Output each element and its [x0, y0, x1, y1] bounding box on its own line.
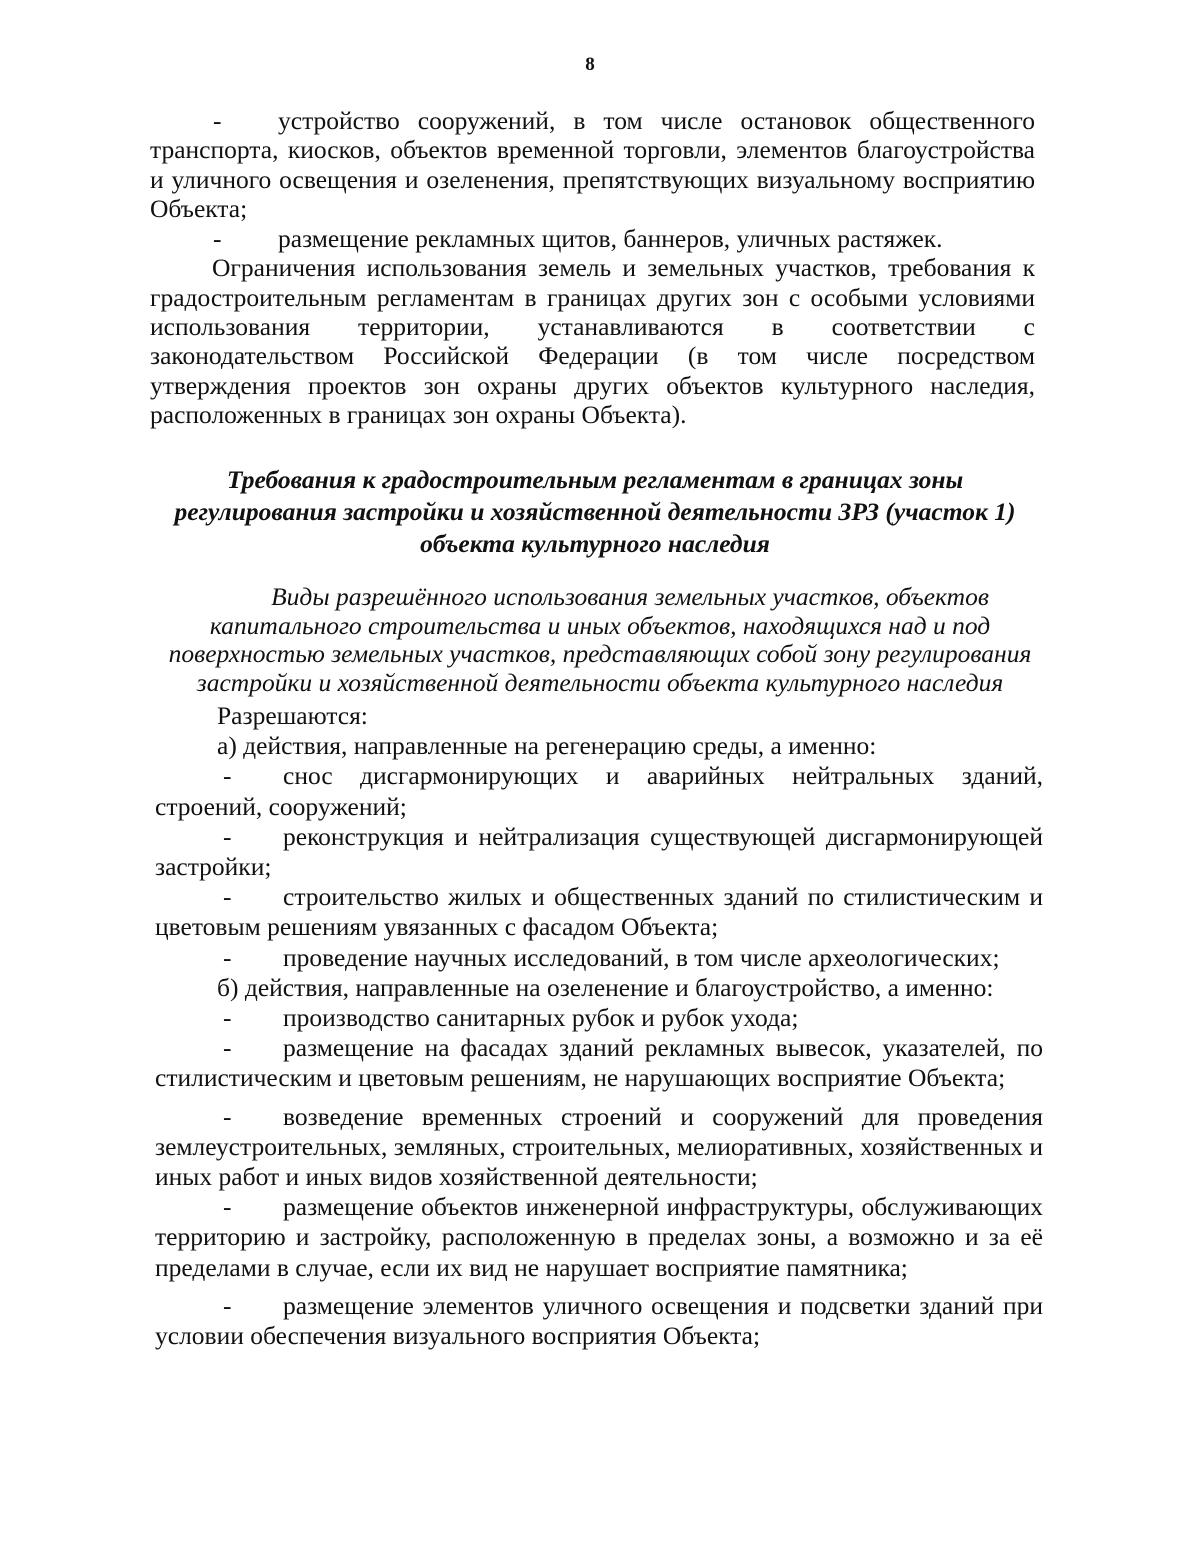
list-dash: -: [223, 882, 232, 912]
list-item-text: строительство жилых и общественных зданий по стилистическим и цветовым решениям увязанных с фасадом Объекта;: [155, 882, 1043, 942]
list-dash: -: [223, 1101, 232, 1131]
subheading-line: капитального строительства и иных объектов, находящихся над и под: [209, 610, 991, 640]
list-item-text: реконструкция и нейтрализация существующей дисгармонирующей застройки;: [155, 821, 1043, 882]
list-dash: -: [223, 1033, 232, 1063]
subheading-line: Виды разрешённого использования земельных участков, объектов: [271, 582, 989, 611]
list-item-text: размещение на фасадах зданий рекламных вывесок, указателей, по стилистическим и цветовым решениям, не нарушающих восприятие Объекта;: [155, 1033, 1043, 1093]
list-dash: -: [213, 106, 222, 135]
list-item: [155, 1192, 1043, 1283]
subheading-line: поверхностью земельных участков, представляющих собой зону регулирования: [168, 639, 1032, 669]
heading-line: Требования к градостроительным регламентам в границах зоны: [226, 465, 964, 494]
list-dash: -: [213, 224, 222, 254]
list-item-text: устройство сооружений, в том числе остановок общественного транспорта, киосков, объектов временной торговли, элементов благоустройства и уличного освещения и озеленения, препятствующих визуальному восприятию Объекта;: [150, 106, 1035, 223]
group-a-title: а) действия, направленные на регенерацию среды, а именно:: [217, 731, 877, 761]
group-b-title: б) действия, направленные на озеленение и благоустройство, а именно:: [217, 972, 994, 1002]
list-item: [155, 1033, 1043, 1093]
list-dash: -: [223, 761, 232, 791]
list-item-text: снос дисгармонирующих и аварийных нейтральных зданий, строений, сооружений;: [155, 761, 1043, 821]
list-dash: -: [223, 1192, 232, 1222]
subheading: [130, 583, 1070, 698]
list-item-text: проведение научных исследований, в том числе археологических;: [283, 942, 1000, 972]
allowed-label: Разрешаются:: [217, 701, 368, 730]
section-heading: [120, 464, 1070, 560]
list-item: [150, 106, 1035, 223]
list-item: [155, 822, 1043, 882]
heading-line: объекта культурного наследия: [420, 529, 770, 558]
list-item: [150, 224, 1035, 253]
allowed-section: [155, 701, 1043, 1351]
list-item-text: размещение рекламных щитов, баннеров, уличных растяжек.: [278, 224, 943, 254]
list-dash: -: [223, 821, 232, 851]
list-item: [155, 1291, 1043, 1351]
list-item: [155, 761, 1043, 821]
list-dash: -: [223, 942, 232, 972]
list-dash: -: [223, 1003, 232, 1033]
list-item-text: размещение объектов инженерной инфраструктуры, обслуживающих территорию и застройку, расположенную в пределах зоны, а возможно и за её пределами в случае, если их вид не нарушает восприятие памятника;: [155, 1192, 1043, 1282]
list-item: [155, 1003, 1043, 1033]
list-item-text: размещение элементов уличного освещения и подсветки зданий при условии обеспечения визуального восприятия Объекта;: [155, 1290, 1043, 1351]
restrictions-paragraph: Ограничения использования земель и земельных участков, требования к градостроительным регламентам в границах других зон с особыми условиями использования территории, устанавливаются в соответствии с законодательством Российской Федерации (в том числе посредством утверждения проектов зон охраны других объектов культурного наследия, расположенных в границах зон охраны Объекта).: [150, 253, 1035, 429]
page-number: 8: [585, 54, 595, 75]
list-item-text: производство санитарных рубок и рубок ухода;: [283, 1003, 799, 1033]
list-item: [155, 943, 1043, 973]
top-section: [150, 106, 1035, 429]
subheading-line: застройки и хозяйственной деятельности объекта культурного наследия: [196, 668, 1004, 698]
list-item: [155, 882, 1043, 942]
list-item: [155, 1102, 1043, 1193]
heading-line: регулирования застройки и хозяйственной деятельности ЗРЗ (участок 1): [174, 497, 1016, 526]
list-item-text: возведение временных строений и сооружений для проведения землеустроительных, земляных, строительных, мелиоративных, хозяйственных и иных работ и иных видов хозяйственной деятельности;: [155, 1101, 1043, 1192]
list-dash: -: [223, 1290, 232, 1320]
